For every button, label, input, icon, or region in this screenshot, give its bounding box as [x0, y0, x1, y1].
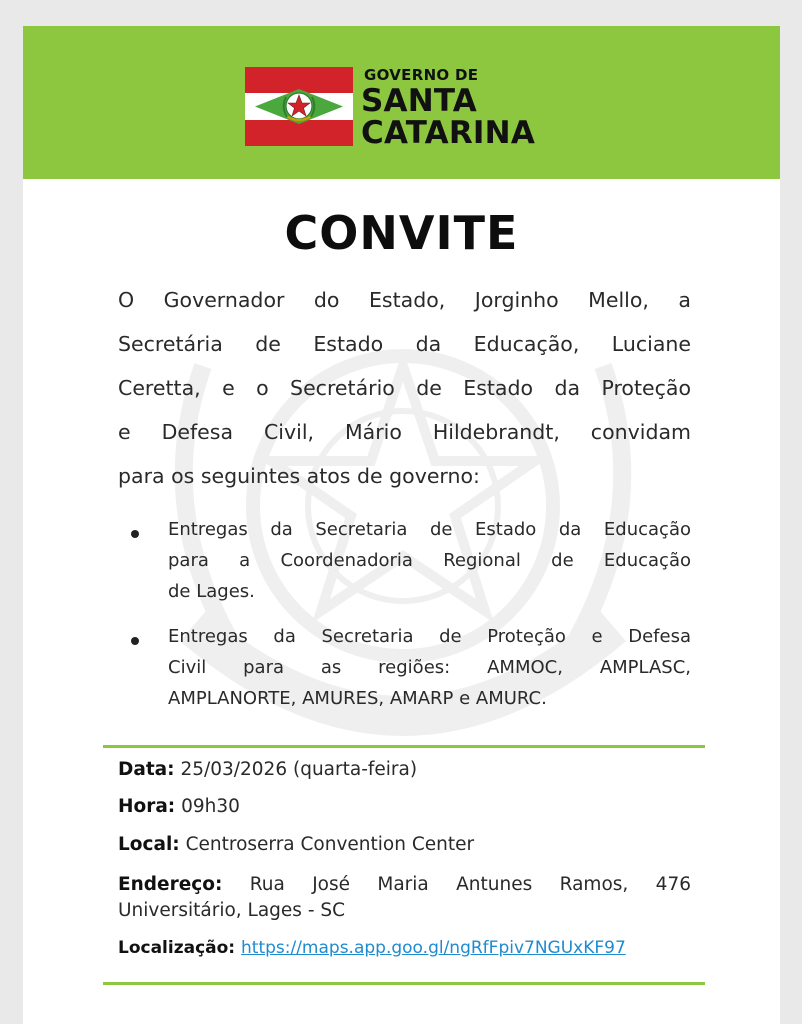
intro-line: Secretária de Estado da Educação, Luciane — [118, 332, 691, 356]
time-row — [118, 796, 240, 817]
list-item-line: Entregas da Secretaria de Proteção e Defesa — [168, 626, 691, 647]
date-row — [118, 759, 417, 780]
list-item-line: Entregas da Secretaria de Estado da Educação — [168, 519, 691, 540]
intro-line: O Governador do Estado, Jorginho Mello, a — [118, 288, 691, 312]
intro-line: para os seguintes atos de governo: — [118, 464, 480, 488]
address-line1: Rua José Maria Antunes Ramos, 476 — [249, 874, 691, 895]
place-label: Local: — [118, 834, 180, 855]
state-name-line2: CATARINA — [361, 115, 536, 151]
list-item-line: de Lages. — [168, 581, 255, 602]
bullet-icon — [131, 530, 139, 538]
list-item-line: AMPLANORTE, AMURES, AMARP e AMURC. — [168, 688, 547, 709]
date-value: 25/03/2026 (quarta-feira) — [180, 759, 418, 780]
invitation-card — [23, 26, 780, 1024]
date-label: Data: — [118, 759, 175, 780]
place-value: Centroserra Convention Center — [185, 834, 475, 855]
page-title: CONVITE — [284, 206, 519, 260]
address-line2: Universitário, Lages - SC — [118, 900, 346, 921]
location-label: Localização: — [118, 938, 236, 958]
list-item-line: Civil para as regiões: AMMOC, AMPLASC, — [168, 657, 691, 678]
government-label: GOVERNO DE — [364, 66, 479, 84]
location-row — [118, 937, 626, 958]
list-item — [131, 519, 691, 609]
address-row — [118, 874, 691, 895]
divider — [103, 745, 705, 748]
bullet-icon — [131, 637, 139, 645]
state-name-line1: SANTA — [361, 83, 477, 119]
header-banner — [23, 26, 780, 179]
list-item — [131, 626, 691, 716]
intro-line: Ceretta, e o Secretário de Estado da Proteção — [118, 376, 691, 400]
intro-line: e Defesa Civil, Mário Hildebrandt, convidam — [118, 420, 691, 444]
list-item-line: para a Coordenadoria Regional de Educação — [168, 550, 691, 571]
address-label: Endereço: — [118, 874, 223, 895]
address-row-continued — [118, 900, 345, 921]
divider — [103, 982, 705, 985]
location-link[interactable]: https://maps.app.goo.gl/ngRfFpiv7NGUxKF97 — [241, 938, 626, 958]
time-value: 09h30 — [181, 796, 240, 817]
time-label: Hora: — [118, 796, 176, 817]
place-row — [118, 834, 474, 855]
santa-catarina-flag-icon — [245, 67, 353, 146]
